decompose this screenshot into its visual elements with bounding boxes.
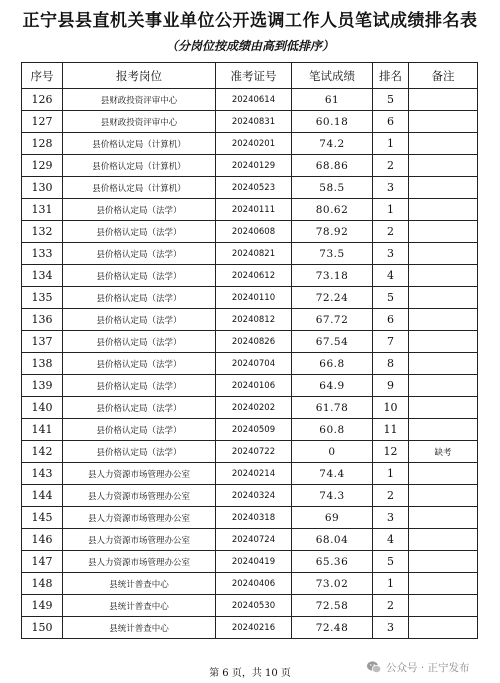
cell-seq: 130: [22, 177, 63, 199]
table-row: [22, 111, 478, 133]
cell-post: 县统计普查中心: [63, 573, 216, 595]
cell-exam-id: 20240318: [216, 507, 292, 529]
cell-exam-id: 20240129: [216, 155, 292, 177]
cell-seq: 133: [22, 243, 63, 265]
cell-seq: 142: [22, 441, 63, 463]
cell-rank: 9: [373, 375, 409, 397]
cell-post: 县价格认定局（计算机）: [63, 155, 216, 177]
cell-rank: 4: [373, 529, 409, 551]
cell-rank: 2: [373, 595, 409, 617]
header-exam-id: 准考证号: [216, 63, 292, 89]
cell-note: [409, 155, 478, 177]
cell-note: [409, 265, 478, 287]
table-body: [22, 89, 478, 639]
cell-note: [409, 617, 478, 639]
table-row: [22, 375, 478, 397]
table-row: [22, 397, 478, 419]
header-note: 备注: [409, 63, 478, 89]
cell-score: 73.18: [292, 265, 373, 287]
cell-exam-id: 20240826: [216, 331, 292, 353]
table-row: [22, 551, 478, 573]
cell-rank: 1: [373, 573, 409, 595]
table-row: [22, 265, 478, 287]
cell-rank: 3: [373, 243, 409, 265]
cell-note: [409, 375, 478, 397]
cell-note: [409, 573, 478, 595]
table-row: [22, 331, 478, 353]
cell-note: [409, 419, 478, 441]
cell-note: [409, 485, 478, 507]
cell-post: 县价格认定局（法学）: [63, 221, 216, 243]
cell-note: [409, 133, 478, 155]
wechat-icon: [366, 659, 382, 675]
cell-rank: 7: [373, 331, 409, 353]
cell-seq: 146: [22, 529, 63, 551]
cell-exam-id: 20240406: [216, 573, 292, 595]
cell-post: 县财政投资评审中心: [63, 89, 216, 111]
cell-seq: 131: [22, 199, 63, 221]
cell-score: 0: [292, 441, 373, 463]
cell-post: 县价格认定局（法学）: [63, 331, 216, 353]
cell-note: [409, 507, 478, 529]
cell-note: [409, 111, 478, 133]
cell-score: 64.9: [292, 375, 373, 397]
cell-exam-id: 20240419: [216, 551, 292, 573]
cell-seq: 134: [22, 265, 63, 287]
cell-seq: 127: [22, 111, 63, 133]
cell-seq: 132: [22, 221, 63, 243]
table-row: [22, 89, 478, 111]
cell-rank: 12: [373, 441, 409, 463]
cell-score: 73.02: [292, 573, 373, 595]
cell-seq: 136: [22, 309, 63, 331]
cell-note: [409, 89, 478, 111]
watermark: [366, 657, 470, 677]
cell-rank: 6: [373, 111, 409, 133]
table-row: [22, 243, 478, 265]
cell-post: 县价格认定局（法学）: [63, 287, 216, 309]
cell-exam-id: 20240324: [216, 485, 292, 507]
cell-score: 65.36: [292, 551, 373, 573]
table-row: [22, 133, 478, 155]
document-subtitle: （分岗位按成绩由高到低排序）: [165, 39, 334, 53]
cell-exam-id: 20240831: [216, 111, 292, 133]
cell-post: 县统计普查中心: [63, 617, 216, 639]
cell-note: [409, 177, 478, 199]
table-row: [22, 155, 478, 177]
page-footer: 第 6 页，共 10 页: [209, 668, 291, 679]
cell-post: 县价格认定局（法学）: [63, 309, 216, 331]
cell-exam-id: 20240812: [216, 309, 292, 331]
cell-exam-id: 20240111: [216, 199, 292, 221]
cell-rank: 3: [373, 507, 409, 529]
cell-note: [409, 331, 478, 353]
cell-rank: 6: [373, 309, 409, 331]
cell-seq: 150: [22, 617, 63, 639]
cell-exam-id: 20240110: [216, 287, 292, 309]
cell-seq: 140: [22, 397, 63, 419]
cell-score: 72.58: [292, 595, 373, 617]
table-row: [22, 177, 478, 199]
table-row: [22, 419, 478, 441]
cell-score: 67.54: [292, 331, 373, 353]
cell-post: 县财政投资评审中心: [63, 111, 216, 133]
cell-seq: 137: [22, 331, 63, 353]
cell-note: [409, 287, 478, 309]
table-header-row: [22, 63, 478, 89]
cell-score: 80.62: [292, 199, 373, 221]
cell-score: 67.72: [292, 309, 373, 331]
table-row: [22, 353, 478, 375]
cell-score: 68.04: [292, 529, 373, 551]
cell-score: 72.24: [292, 287, 373, 309]
cell-rank: 8: [373, 353, 409, 375]
cell-seq: 128: [22, 133, 63, 155]
cell-post: 县价格认定局（法学）: [63, 397, 216, 419]
cell-exam-id: 20240530: [216, 595, 292, 617]
watermark-text: 公众号 · 正宁发布: [386, 661, 470, 674]
cell-note: 缺考: [409, 441, 478, 463]
cell-note: [409, 595, 478, 617]
cell-exam-id: 20240704: [216, 353, 292, 375]
cell-note: [409, 221, 478, 243]
cell-rank: 5: [373, 287, 409, 309]
cell-rank: 1: [373, 463, 409, 485]
table-row: [22, 529, 478, 551]
cell-seq: 147: [22, 551, 63, 573]
cell-score: 58.5: [292, 177, 373, 199]
cell-post: 县统计普查中心: [63, 595, 216, 617]
cell-post: 县人力资源市场管理办公室: [63, 507, 216, 529]
cell-rank: 5: [373, 551, 409, 573]
cell-score: 78.92: [292, 221, 373, 243]
cell-rank: 11: [373, 419, 409, 441]
cell-exam-id: 20240722: [216, 441, 292, 463]
table-row: [22, 441, 478, 463]
cell-seq: 144: [22, 485, 63, 507]
cell-seq: 135: [22, 287, 63, 309]
cell-exam-id: 20240614: [216, 89, 292, 111]
cell-post: 县价格认定局（法学）: [63, 243, 216, 265]
cell-note: [409, 353, 478, 375]
cell-exam-id: 20240201: [216, 133, 292, 155]
cell-score: 69: [292, 507, 373, 529]
table-row: [22, 595, 478, 617]
cell-rank: 3: [373, 617, 409, 639]
cell-post: 县价格认定局（法学）: [63, 441, 216, 463]
cell-post: 县人力资源市场管理办公室: [63, 463, 216, 485]
table-row: [22, 507, 478, 529]
cell-exam-id: 20240509: [216, 419, 292, 441]
cell-score: 72.48: [292, 617, 373, 639]
cell-exam-id: 20240214: [216, 463, 292, 485]
cell-rank: 2: [373, 485, 409, 507]
header-score: 笔试成绩: [292, 63, 373, 89]
cell-note: [409, 397, 478, 419]
header-post: 报考岗位: [63, 63, 216, 89]
cell-seq: 129: [22, 155, 63, 177]
cell-post: 县价格认定局（法学）: [63, 419, 216, 441]
cell-score: 74.3: [292, 485, 373, 507]
cell-seq: 138: [22, 353, 63, 375]
cell-post: 县价格认定局（计算机）: [63, 133, 216, 155]
cell-note: [409, 463, 478, 485]
cell-note: [409, 243, 478, 265]
cell-exam-id: 20240216: [216, 617, 292, 639]
cell-score: 74.4: [292, 463, 373, 485]
cell-seq: 126: [22, 89, 63, 111]
results-table: [21, 62, 478, 639]
cell-seq: 149: [22, 595, 63, 617]
cell-seq: 141: [22, 419, 63, 441]
cell-score: 74.2: [292, 133, 373, 155]
cell-seq: 143: [22, 463, 63, 485]
table-row: [22, 199, 478, 221]
cell-post: 县人力资源市场管理办公室: [63, 529, 216, 551]
cell-rank: 2: [373, 155, 409, 177]
table-row: [22, 221, 478, 243]
cell-rank: 2: [373, 221, 409, 243]
cell-exam-id: 20240523: [216, 177, 292, 199]
cell-post: 县人力资源市场管理办公室: [63, 551, 216, 573]
cell-note: [409, 309, 478, 331]
cell-score: 73.5: [292, 243, 373, 265]
cell-post: 县价格认定局（计算机）: [63, 177, 216, 199]
cell-post: 县价格认定局（法学）: [63, 265, 216, 287]
cell-exam-id: 20240821: [216, 243, 292, 265]
cell-score: 60.8: [292, 419, 373, 441]
table-row: [22, 617, 478, 639]
cell-rank: 5: [373, 89, 409, 111]
cell-score: 66.8: [292, 353, 373, 375]
table-row: [22, 287, 478, 309]
cell-note: [409, 551, 478, 573]
cell-rank: 3: [373, 177, 409, 199]
cell-score: 68.86: [292, 155, 373, 177]
cell-score: 61: [292, 89, 373, 111]
cell-note: [409, 199, 478, 221]
cell-exam-id: 20240202: [216, 397, 292, 419]
header-rank: 排名: [373, 63, 409, 89]
table-row: [22, 309, 478, 331]
table-row: [22, 463, 478, 485]
cell-exam-id: 20240612: [216, 265, 292, 287]
header-seq: 序号: [22, 63, 63, 89]
cell-post: 县人力资源市场管理办公室: [63, 485, 216, 507]
document-title: 正宁县县直机关事业单位公开选调工作人员笔试成绩排名表: [22, 11, 478, 31]
cell-score: 61.78: [292, 397, 373, 419]
cell-score: 60.18: [292, 111, 373, 133]
cell-rank: 1: [373, 199, 409, 221]
cell-post: 县价格认定局（法学）: [63, 375, 216, 397]
cell-post: 县价格认定局（法学）: [63, 353, 216, 375]
cell-rank: 4: [373, 265, 409, 287]
cell-exam-id: 20240608: [216, 221, 292, 243]
cell-exam-id: 20240106: [216, 375, 292, 397]
cell-seq: 148: [22, 573, 63, 595]
cell-exam-id: 20240724: [216, 529, 292, 551]
cell-post: 县价格认定局（法学）: [63, 199, 216, 221]
cell-rank: 10: [373, 397, 409, 419]
table-row: [22, 485, 478, 507]
table-row: [22, 573, 478, 595]
cell-rank: 1: [373, 133, 409, 155]
cell-note: [409, 529, 478, 551]
cell-seq: 145: [22, 507, 63, 529]
cell-seq: 139: [22, 375, 63, 397]
